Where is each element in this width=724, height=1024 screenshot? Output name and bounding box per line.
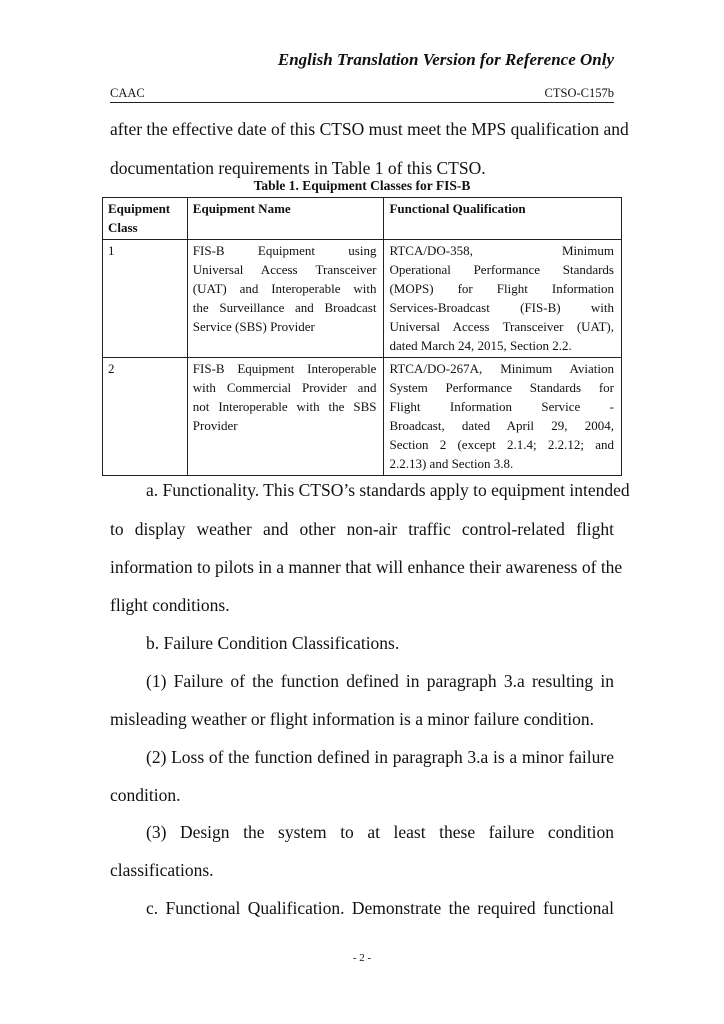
header-line: Equipment Name (192, 201, 291, 216)
header-document-number: CTSO-C157b (544, 86, 614, 100)
document-header-title: English Translation Version for Reference Only (277, 50, 614, 69)
cell-equipment-name (187, 358, 384, 476)
cell-line: Service (SBS) Provider (192, 319, 315, 334)
cell-line: Section 2 (except 2.1.4; 2.2.12; and (389, 437, 614, 452)
header-line: Class (108, 220, 138, 235)
cell-line: (MOPS) for Flight Information (389, 281, 614, 296)
header-line: Functional Qualification (389, 201, 526, 216)
page-number: - 2 - (352, 952, 372, 964)
cell-line: FIS-B Equipment using (192, 243, 377, 258)
cell-line: Operational Performance Standards (389, 262, 614, 277)
cell-line: Universal Access Transceiver (UAT), (389, 319, 614, 334)
cell-line: FIS-B Equipment Interoperable (192, 361, 377, 376)
cell-line: System Performance Standards for (389, 380, 614, 395)
text-line: classifications. (110, 860, 214, 880)
text-line: a. Functionality. This CTSO’s standards apply to equipment intended (146, 480, 630, 500)
text-line: c. Functional Qualification. Demonstrate the required functional (146, 898, 614, 918)
table-row (103, 358, 622, 476)
cell-line: Broadcast, dated April 29, 2004, (389, 418, 614, 433)
text-line: information to pilots in a manner that will enhance their awareness of the (110, 557, 623, 577)
text-line: flight conditions. (110, 595, 230, 615)
cell-line: RTCA/DO-267A, Minimum Aviation (389, 361, 614, 376)
cell-line: RTCA/DO-358, Minimum (389, 243, 614, 258)
header-line: Equipment (108, 201, 171, 216)
text-line: after the effective date of this CTSO must meet the MPS qualification and (110, 119, 629, 139)
cell-line: Provider (192, 418, 238, 433)
text-line: (1) Failure of the function defined in paragraph 3.a resulting in (146, 671, 614, 691)
cell-equipment-class (103, 358, 188, 476)
header-functional-qualification (384, 198, 622, 240)
header-equipment-name (187, 198, 384, 240)
cell-line: (UAT) and Interoperable with (192, 281, 377, 296)
cell-equipment-class (103, 240, 188, 358)
cell-line: Universal Access Transceiver (192, 262, 377, 277)
cell-line: dated March 24, 2015, Section 2.2. (389, 338, 572, 353)
text-line: (2) Loss of the function defined in paragraph 3.a is a minor failure (146, 747, 614, 767)
header-rule (110, 102, 614, 103)
cell-line: the Surveillance and Broadcast (192, 300, 377, 315)
table-header-row (103, 198, 622, 240)
table-caption: Table 1. Equipment Classes for FIS-B (253, 178, 471, 193)
cell-functional-qualification (384, 358, 622, 476)
header-organization: CAAC (110, 86, 145, 100)
text-line: (3) Design the system to at least these failure condition (146, 822, 614, 842)
cell-line: not Interoperable with the SBS (192, 399, 377, 414)
text-line: documentation requirements in Table 1 of this CTSO. (110, 158, 486, 178)
cell-line: Flight Information Service - (389, 399, 614, 414)
cell-equipment-name (187, 240, 384, 358)
text-line: condition. (110, 785, 181, 805)
text-line: b. Failure Condition Classifications. (146, 633, 400, 653)
cell-functional-qualification (384, 240, 622, 358)
header-equipment-class (103, 198, 188, 240)
equipment-classes-table (102, 197, 622, 476)
text-line: to display weather and other non-air traffic control-related flight (110, 519, 614, 539)
cell-line: 2.2.13) and Section 3.8. (389, 456, 514, 471)
cell-line: 1 (108, 243, 115, 258)
text-line: misleading weather or flight information is a minor failure condition. (110, 709, 595, 729)
cell-line: with Commercial Provider and (192, 380, 377, 395)
table-row (103, 240, 622, 358)
cell-line: 2 (108, 361, 115, 376)
cell-line: Services-Broadcast (FIS-B) with (389, 300, 614, 315)
